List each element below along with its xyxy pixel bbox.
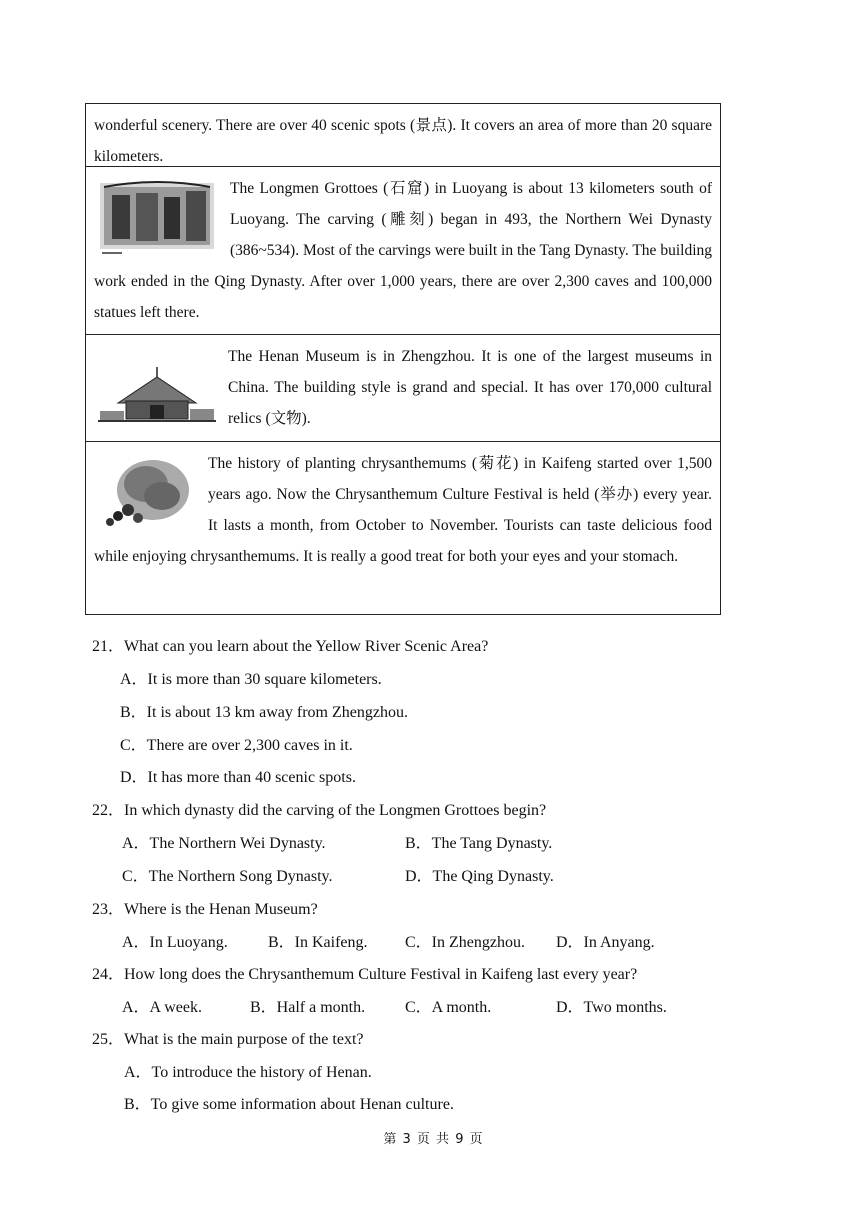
question-23-option-a[interactable]: A．In Luoyang.: [122, 934, 228, 951]
question-24-option-c[interactable]: C．A month.: [405, 999, 492, 1016]
question-24-option-a[interactable]: A．A week.: [122, 999, 202, 1016]
passage-section-chrysanthemum: [86, 441, 720, 614]
question-25-stem: 25．What is the main purpose of the text?: [92, 1031, 364, 1048]
question-21-stem: 21．What can you learn about the Yellow River Scenic Area?: [92, 638, 489, 655]
question-24-option-d[interactable]: D．Two months.: [556, 999, 667, 1016]
question-23-stem: 23．Where is the Henan Museum?: [92, 901, 318, 918]
passage-text: The Henan Museum is in Zhengzhou. It is one of the largest museums in China. The building style is grand and special. It has over 170,000 cultural relics (文物).: [228, 348, 712, 427]
passage-text: wonderful scenery. There are over 40 scenic spots (景点). It covers an area of more than 20 square kilometers.: [94, 117, 712, 165]
question-21-option-c[interactable]: C．There are over 2,300 caves in it.: [120, 737, 353, 754]
passage-text: The Longmen Grottoes (石窟) in Luoyang is about 13 kilometers south of Luoyang. The carving (雕刻) began in 493, the Northern Wei Dynasty (386~534). Most of the carvings were built in the Tang Dynasty. The building work ended in the Qing Dynasty. After over 1,000 years, there are over 2,300 caves and 100,000 statues left there.: [94, 180, 712, 321]
chrysanthemum-photo-image: [98, 452, 196, 534]
question-23-option-d[interactable]: D．In Anyang.: [556, 934, 655, 951]
passage-text: The history of planting chrysanthemums (菊花) in Kaifeng started over 1,500 years ago. Now the Chrysanthemum Culture Festival is held (举办) every year. It lasts a month, from October to November. Tourists can taste delicious food while enjoying chrysanthemums. It is really a good treat for both your eyes and your stomach.: [94, 455, 712, 565]
question-24-option-b[interactable]: B．Half a month.: [250, 999, 366, 1016]
grottoes-photo-image: [98, 177, 218, 257]
question-23-option-b[interactable]: B．In Kaifeng.: [268, 934, 368, 951]
museum-photo-image: [98, 363, 216, 427]
question-22-option-a[interactable]: A．The Northern Wei Dynasty.: [122, 835, 326, 852]
question-21-option-a[interactable]: A．It is more than 30 square kilometers.: [120, 671, 382, 688]
reading-passage-box: [85, 103, 721, 615]
passage-section-yellow-river: [86, 104, 720, 166]
question-22-option-d[interactable]: D．The Qing Dynasty.: [405, 868, 554, 885]
question-22-option-b[interactable]: B．The Tang Dynasty.: [405, 835, 553, 852]
question-21-option-b[interactable]: B．It is about 13 km away from Zhengzhou.: [120, 704, 408, 721]
question-21-option-d[interactable]: D．It has more than 40 scenic spots.: [120, 769, 356, 786]
question-24-stem: 24．How long does the Chrysanthemum Culture Festival in Kaifeng last every year?: [92, 966, 638, 983]
passage-section-museum: [86, 334, 720, 441]
passage-section-longmen: [86, 166, 720, 334]
question-22-option-c[interactable]: C．The Northern Song Dynasty.: [122, 868, 333, 885]
question-23-option-c[interactable]: C．In Zhengzhou.: [405, 934, 525, 951]
question-25-option-b[interactable]: B．To give some information about Henan culture.: [124, 1096, 454, 1113]
question-25-option-a[interactable]: A．To introduce the history of Henan.: [124, 1064, 372, 1081]
page-number-footer: 第 3 页 共 9 页: [383, 1132, 484, 1147]
question-22-stem: 22．In which dynasty did the carving of the Longmen Grottoes begin?: [92, 802, 547, 819]
